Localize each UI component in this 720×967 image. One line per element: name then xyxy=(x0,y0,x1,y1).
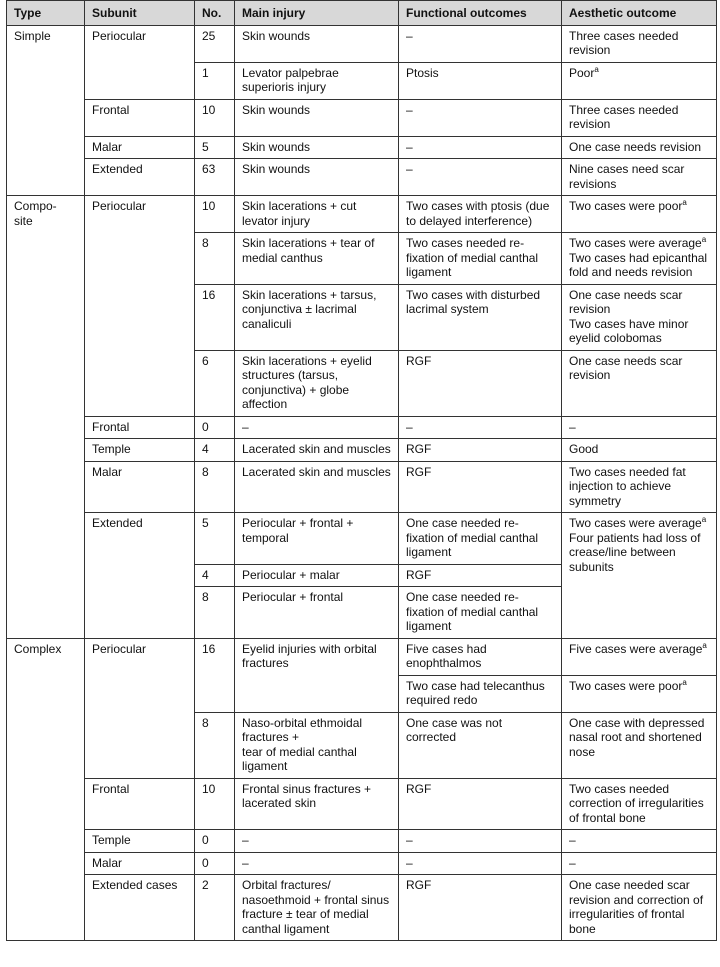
type-cell: Compo- site xyxy=(7,196,85,639)
injury-cell: Frontal sinus fractures + lacerated skin xyxy=(235,778,399,830)
aesthetic-text: Two cases were poor xyxy=(569,199,683,213)
aesthetic-cell: One case with depressed nasal root and shortened nose xyxy=(562,712,717,778)
count-cell: 0 xyxy=(195,830,235,853)
injury-cell: Eyelid injuries with orbital fractures xyxy=(235,638,399,712)
aesthetic-cell xyxy=(562,513,717,639)
functional-cell: – xyxy=(399,830,562,853)
subunit-cell: Temple xyxy=(85,439,195,462)
subunit-cell: Extended cases xyxy=(85,875,195,941)
header-type: Type xyxy=(7,1,85,26)
count-cell: 16 xyxy=(195,638,235,712)
table-row xyxy=(7,196,717,233)
aesthetic-cell: Two cases needed fat injection to achieve symmetry xyxy=(562,461,717,513)
injury-cell: Periocular + frontal + temporal xyxy=(235,513,399,565)
header-row xyxy=(7,1,717,26)
aesthetic-cell xyxy=(562,196,717,233)
aesthetic-cell: One case needed scar revision and correction of irregularities of frontal bone xyxy=(562,875,717,941)
subunit-cell: Temple xyxy=(85,830,195,853)
count-cell: 10 xyxy=(195,196,235,233)
aesthetic-cell: – xyxy=(562,416,717,439)
type-cell: Complex xyxy=(7,638,85,941)
footnote-marker: a xyxy=(594,64,599,74)
count-cell: 0 xyxy=(195,852,235,875)
table-row xyxy=(7,778,717,830)
aesthetic-cell xyxy=(562,675,717,712)
functional-cell: RGF xyxy=(399,875,562,941)
injury-cell: Skin wounds xyxy=(235,136,399,159)
functional-cell: – xyxy=(399,159,562,196)
subunit-cell: Extended xyxy=(85,513,195,639)
aesthetic-text: Two cases were poor xyxy=(569,678,683,693)
aesthetic-cell: One case needs revision xyxy=(562,136,717,159)
header-aesthetic-outcome: Aesthetic outcome xyxy=(562,1,717,26)
functional-cell: – xyxy=(399,852,562,875)
count-cell: 8 xyxy=(195,461,235,513)
count-cell: 4 xyxy=(195,564,235,587)
aesthetic-cell xyxy=(562,233,717,285)
functional-cell: Five cases had enophthalmos xyxy=(399,638,562,675)
count-cell: 5 xyxy=(195,136,235,159)
header-main-injury: Main injury xyxy=(235,1,399,26)
subunit-cell: Periocular xyxy=(85,638,195,778)
table-row xyxy=(7,830,717,853)
header-subunit: Subunit xyxy=(85,1,195,26)
injury-cell: Orbital fractures/ nasoethmoid + frontal sinus fracture ± tear of medial canthal ligament xyxy=(235,875,399,941)
table-row xyxy=(7,852,717,875)
count-cell: 0 xyxy=(195,416,235,439)
injury-cell: Periocular + malar xyxy=(235,564,399,587)
functional-cell: One case was not corrected xyxy=(399,712,562,778)
subunit-cell: Malar xyxy=(85,461,195,513)
functional-cell: RGF xyxy=(399,564,562,587)
footnote-marker: a xyxy=(682,677,687,687)
injury-cell: – xyxy=(235,852,399,875)
footnote-marker: a xyxy=(682,198,687,207)
subunit-cell: Frontal xyxy=(85,99,195,136)
functional-cell: Two cases needed re-fixation of medial canthal ligament xyxy=(399,233,562,285)
table-row xyxy=(7,99,717,136)
functional-cell: – xyxy=(399,136,562,159)
functional-cell: RGF xyxy=(399,350,562,416)
table-row xyxy=(7,513,717,565)
functional-cell: One case needed re-fixation of medial canthal ligament xyxy=(399,587,562,639)
aesthetic-cell xyxy=(562,638,717,675)
injury-cell: Periocular + frontal xyxy=(235,587,399,639)
aesthetic-cell: Good xyxy=(562,439,717,462)
table-row xyxy=(7,875,717,941)
injury-cell: Skin lacerations + tarsus, conjunctiva ± lacrimal canaliculi xyxy=(235,284,399,350)
outcomes-table xyxy=(6,0,717,941)
functional-cell: – xyxy=(399,25,562,62)
count-cell: 63 xyxy=(195,159,235,196)
injury-cell: Skin wounds xyxy=(235,159,399,196)
count-cell: 8 xyxy=(195,233,235,285)
functional-cell: – xyxy=(399,99,562,136)
count-cell: 1 xyxy=(195,62,235,99)
aesthetic-cell xyxy=(562,62,717,99)
count-cell: 10 xyxy=(195,778,235,830)
footnote-marker: a xyxy=(701,515,707,524)
injury-cell: – xyxy=(235,830,399,853)
injury-cell: Skin lacerations + eyelid structures (tarsus, conjunctiva) + globe affection xyxy=(235,350,399,416)
functional-cell: – xyxy=(399,416,562,439)
injury-cell: Skin lacerations + cut levator injury xyxy=(235,196,399,233)
injury-cell: Lacerated skin and muscles xyxy=(235,461,399,513)
table-row xyxy=(7,159,717,196)
injury-cell: Naso-orbital ethmoidal fractures + tear of medial canthal ligament xyxy=(235,712,399,778)
table-row xyxy=(7,439,717,462)
table-row xyxy=(7,25,717,62)
count-cell: 2 xyxy=(195,875,235,941)
aesthetic-cell: Two cases needed correction of irregularities of frontal bone xyxy=(562,778,717,830)
count-cell: 16 xyxy=(195,284,235,350)
type-cell: Simple xyxy=(7,25,85,196)
aesthetic-cell: – xyxy=(562,830,717,853)
aesthetic-text: Two cases were average xyxy=(569,516,702,530)
aesthetic-cell: Three cases needed revision xyxy=(562,25,717,62)
aesthetic-cell: Three cases needed revision xyxy=(562,99,717,136)
header-no: No. xyxy=(195,1,235,26)
aesthetic-text: Five cases were average xyxy=(569,641,703,656)
table-row xyxy=(7,136,717,159)
functional-cell: Ptosis xyxy=(399,62,562,99)
functional-cell: RGF xyxy=(399,461,562,513)
functional-cell: RGF xyxy=(399,778,562,830)
aesthetic-cell: One case needs scar revision xyxy=(562,350,717,416)
aesthetic-text-2: Two cases have minor eyelid colobomas xyxy=(569,316,689,345)
count-cell: 8 xyxy=(195,712,235,778)
count-cell: 5 xyxy=(195,513,235,565)
injury-cell: Skin lacerations + tear of medial canthus xyxy=(235,233,399,285)
injury-cell: Skin wounds xyxy=(235,25,399,62)
functional-cell: Two cases with disturbed lacrimal system xyxy=(399,284,562,350)
count-cell: 25 xyxy=(195,25,235,62)
table-row xyxy=(7,638,717,675)
aesthetic-text: Two cases were average xyxy=(569,236,702,250)
aesthetic-text-2: Four patients had loss of crease/line between subunits xyxy=(569,530,701,574)
table-row xyxy=(7,416,717,439)
count-cell: 6 xyxy=(195,350,235,416)
functional-cell: One case needed re-fixation of medial canthal ligament xyxy=(399,513,562,565)
header-functional-outcomes: Functional outcomes xyxy=(399,1,562,26)
injury-cell: Skin wounds xyxy=(235,99,399,136)
footnote-marker: a xyxy=(701,235,707,244)
subunit-cell: Frontal xyxy=(85,778,195,830)
count-cell: 10 xyxy=(195,99,235,136)
aesthetic-cell: Nine cases need scar revisions xyxy=(562,159,717,196)
footnote-marker: a xyxy=(702,640,707,650)
aesthetic-text-2: Two cases had epicanthal fold and needs revision xyxy=(569,250,708,279)
aesthetic-text: One case needs scar revision xyxy=(569,287,683,316)
subunit-cell: Malar xyxy=(85,852,195,875)
injury-cell: – xyxy=(235,416,399,439)
count-cell: 8 xyxy=(195,587,235,639)
table-row xyxy=(7,461,717,513)
subunit-cell: Periocular xyxy=(85,196,195,417)
injury-cell: Levator palpebrae superioris injury xyxy=(235,62,399,99)
count-cell: 4 xyxy=(195,439,235,462)
subunit-cell: Periocular xyxy=(85,25,195,99)
functional-cell: Two case had telecanthus required redo xyxy=(399,675,562,712)
aesthetic-cell: – xyxy=(562,852,717,875)
functional-cell: Two cases with ptosis (due to delayed interference) xyxy=(399,196,562,233)
aesthetic-cell xyxy=(562,284,717,350)
subunit-cell: Malar xyxy=(85,136,195,159)
functional-cell: RGF xyxy=(399,439,562,462)
aesthetic-text: Poor xyxy=(569,65,595,80)
subunit-cell: Frontal xyxy=(85,416,195,439)
injury-cell: Lacerated skin and muscles xyxy=(235,439,399,462)
subunit-cell: Extended xyxy=(85,159,195,196)
